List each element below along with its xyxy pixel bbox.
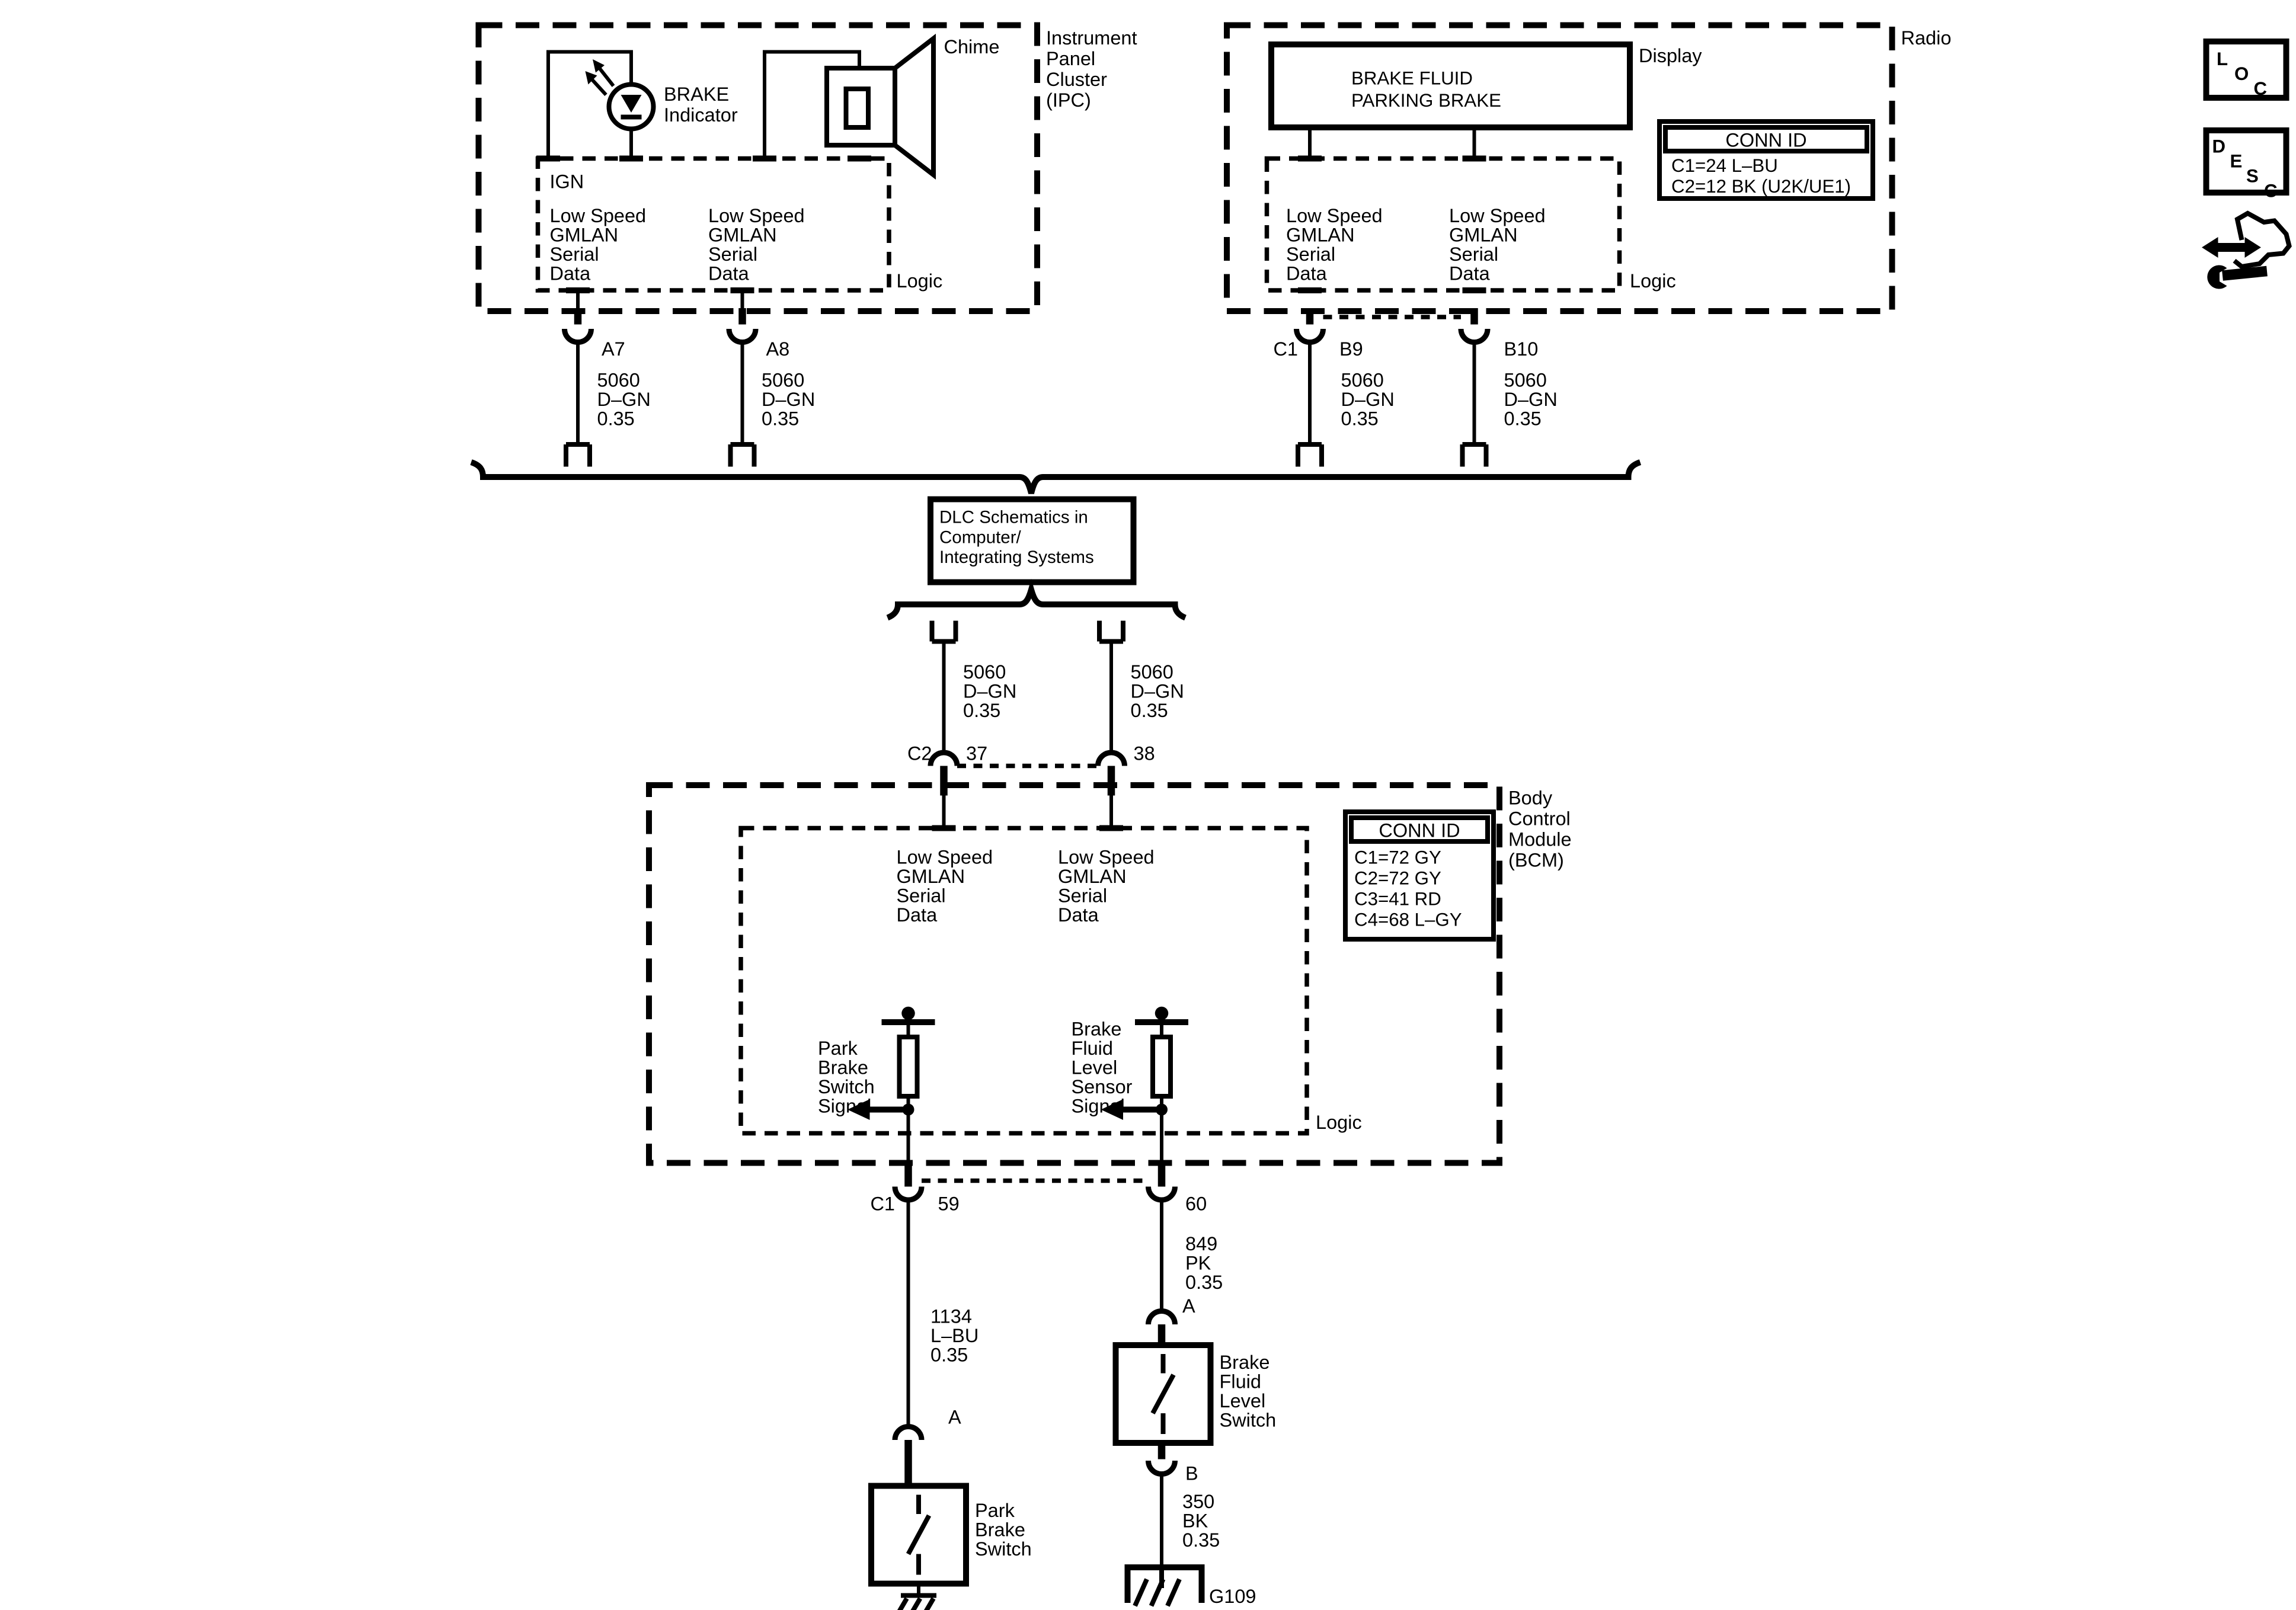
brake-indicator-label: BRAKE Indicator: [664, 84, 738, 126]
connector-37-icon: [930, 753, 957, 766]
speaker-horn-icon: [895, 39, 933, 175]
loc-letter-o: O: [2234, 63, 2249, 84]
wire-37-assembly: [907, 621, 1016, 796]
connector-59-icon: [895, 1186, 922, 1200]
speaker-driver-icon: [846, 89, 869, 127]
radio-conn-id-title: CONN ID: [1725, 129, 1807, 151]
park-brake-switch-label: Park Brake Switch: [975, 1500, 1032, 1560]
pin-a8-label: A8: [766, 338, 790, 360]
harness-terminal-icon: [566, 444, 590, 467]
wire-b9-assembly: [1273, 308, 1461, 466]
wire-350-label: 350 BK 0.35: [1182, 1491, 1220, 1551]
radio-gmlan-label-1: Low Speed GMLAN Serial Data: [1286, 205, 1383, 284]
park-signal-label: Park Brake Switch Signal: [818, 1038, 875, 1117]
connector-a7-icon: [565, 329, 591, 343]
harness-terminal-icon: [1298, 444, 1322, 467]
wire-a8-assembly: [729, 290, 815, 466]
harness-terminal-icon: [731, 444, 754, 467]
pin-59-label: 59: [938, 1193, 960, 1215]
supply-dot-icon: [901, 1007, 915, 1020]
ipc-gmlan-label-1: Low Speed GMLAN Serial Data: [549, 205, 647, 284]
chime-speaker: [765, 36, 999, 175]
g109-ground-icon: [1128, 1567, 1202, 1606]
connector-59: [870, 1164, 959, 1215]
lamp-led-triangle: [621, 95, 642, 113]
brake-indicator-lamp: [548, 52, 738, 158]
wire-38-assembly: [1098, 621, 1184, 796]
loc-letter-c: C: [2253, 78, 2268, 99]
corner-icons: [2202, 41, 2289, 289]
ipc-module: [479, 25, 1137, 311]
fluid-level-signal-circuit: [1072, 1007, 1189, 1164]
g109-label: G109: [1209, 1586, 1256, 1607]
ipc-gmlan-label-2: Low Speed GMLAN Serial Data: [708, 205, 805, 284]
radio-logic-label: Logic: [1630, 270, 1676, 292]
pin-a-fluid-label: A: [1182, 1295, 1195, 1317]
wire-849-label: 849 PK 0.35: [1185, 1233, 1223, 1293]
loc-button[interactable]: [2207, 41, 2287, 99]
desc-letter-c: C: [2264, 180, 2278, 201]
part-outline-icon: [2234, 213, 2289, 267]
wire-a7-assembly: [565, 290, 651, 466]
connector-a-park-icon: [895, 1427, 922, 1441]
connector-60-icon: [1149, 1186, 1175, 1200]
pin-b9-label: B9: [1339, 338, 1363, 360]
radio-display-label: Display: [1639, 44, 1702, 66]
harness-terminal-icon: [1463, 444, 1486, 467]
park-brake-branch: [871, 1200, 1032, 1610]
radio-module: [1227, 25, 1951, 311]
dlc-box-text: DLC Schematics in Computer/ Integrating Systems: [939, 507, 1094, 567]
wire-b9-label: 5060 D–GN 0.35: [1341, 369, 1395, 430]
harness-terminal-icon: [1099, 621, 1123, 642]
connector-b-icon: [1149, 1461, 1175, 1474]
radio-display-text: BRAKE FLUID PARKING BRAKE: [1351, 68, 1501, 111]
desc-button[interactable]: [2207, 130, 2287, 201]
ipc-ign-label: IGN: [549, 171, 584, 193]
fluid-level-switch-label: Brake Fluid Level Switch: [1219, 1352, 1277, 1431]
switch-contact-icon: [909, 1495, 929, 1575]
bcm-conn-id-rows: C1=72 GY C2=72 GY C3=41 RD C4=68 L–GY: [1354, 847, 1462, 930]
wire-a7-label: 5060 D–GN 0.35: [597, 369, 651, 430]
loc-letter-l: L: [2217, 48, 2228, 69]
double-arrow-icon: [2202, 237, 2261, 258]
pin-60-label: 60: [1185, 1193, 1207, 1215]
radio-conn-id-rows: C1=24 L–BU C2=12 BK (U2K/UE1): [1671, 155, 1851, 197]
switch-contact-icon: [1153, 1354, 1173, 1434]
fluid-signal-label: Brake Fluid Level Sensor Signal: [1071, 1018, 1133, 1117]
wire-b10-label: 5060 D–GN 0.35: [1504, 369, 1558, 430]
radio-gmlan-label-2: Low Speed GMLAN Serial Data: [1449, 205, 1546, 284]
ipc-logic-label: Logic: [896, 270, 943, 292]
radio-box-label: Radio: [1901, 27, 1952, 49]
dlc-note: [888, 499, 1186, 795]
lamp-loop-wire: [548, 52, 631, 158]
resistor-icon: [900, 1037, 917, 1096]
connector-b9-icon: [1297, 329, 1323, 343]
pin-38-label: 38: [1133, 742, 1155, 764]
wire-1134-label: 1134 L–BU 0.35: [930, 1305, 979, 1366]
connector-b10-icon: [1461, 329, 1488, 343]
fluid-level-branch: [1116, 1200, 1277, 1607]
speaker-body-icon: [827, 68, 895, 145]
connector-a-fluid-icon: [1149, 1311, 1175, 1325]
bcm-gmlan-label-1: Low Speed GMLAN Serial Data: [896, 846, 993, 926]
bcm-connector-c2-label: C2: [907, 742, 932, 764]
connector-60: [1149, 1164, 1207, 1215]
bcm-conn-id-table: [1345, 812, 1494, 939]
desc-letter-e: E: [2230, 151, 2243, 172]
bcm-module: [649, 785, 1572, 1215]
wire-38-label: 5060 D–GN 0.35: [1130, 661, 1184, 721]
wire-37-label: 5060 D–GN 0.35: [963, 661, 1017, 721]
chime-label: Chime: [944, 36, 1000, 57]
harness-top: [471, 290, 1641, 493]
bcm-gmlan-label-2: Low Speed GMLAN Serial Data: [1058, 846, 1155, 926]
ipc-box-label: Instrument Panel Cluster (IPC): [1046, 27, 1137, 111]
pin-37-label: 37: [966, 742, 988, 764]
wire-a8-label: 5060 D–GN 0.35: [762, 369, 816, 430]
connector-38-icon: [1098, 753, 1125, 766]
resistor-icon: [1153, 1037, 1171, 1096]
harness-brace-top: [471, 462, 1641, 494]
pin-a7-label: A7: [602, 338, 625, 360]
lamp-ray-arrows-icon: [586, 59, 614, 95]
pin-a-park-label: A: [948, 1406, 961, 1428]
connector-a8-icon: [729, 329, 756, 343]
bcm-box-label: Body Control Module (BCM): [1508, 787, 1572, 871]
desc-letter-d: D: [2212, 136, 2226, 157]
desc-letter-s: S: [2246, 165, 2259, 187]
pin-b-label: B: [1185, 1462, 1198, 1484]
bcm-logic-label: Logic: [1316, 1112, 1362, 1133]
bcm-conn-id-title: CONN ID: [1379, 820, 1460, 841]
repair-nav-icon[interactable]: [2202, 213, 2289, 289]
chassis-ground-icon: [897, 1584, 937, 1610]
radio-conn-id-table: [1659, 121, 1873, 199]
bcm-connector-c1-label: C1: [870, 1193, 895, 1215]
radio-connector-c1-label: C1: [1273, 338, 1298, 360]
wrench-handle-icon: [2223, 271, 2267, 276]
pin-b10-label: B10: [1504, 338, 1539, 360]
supply-dot-icon: [1155, 1007, 1169, 1020]
harness-brace-bottom: [888, 590, 1186, 618]
harness-terminal-icon: [932, 621, 956, 642]
park-brake-signal-circuit: [818, 1007, 935, 1164]
wire-b10-assembly: [1461, 308, 1558, 466]
